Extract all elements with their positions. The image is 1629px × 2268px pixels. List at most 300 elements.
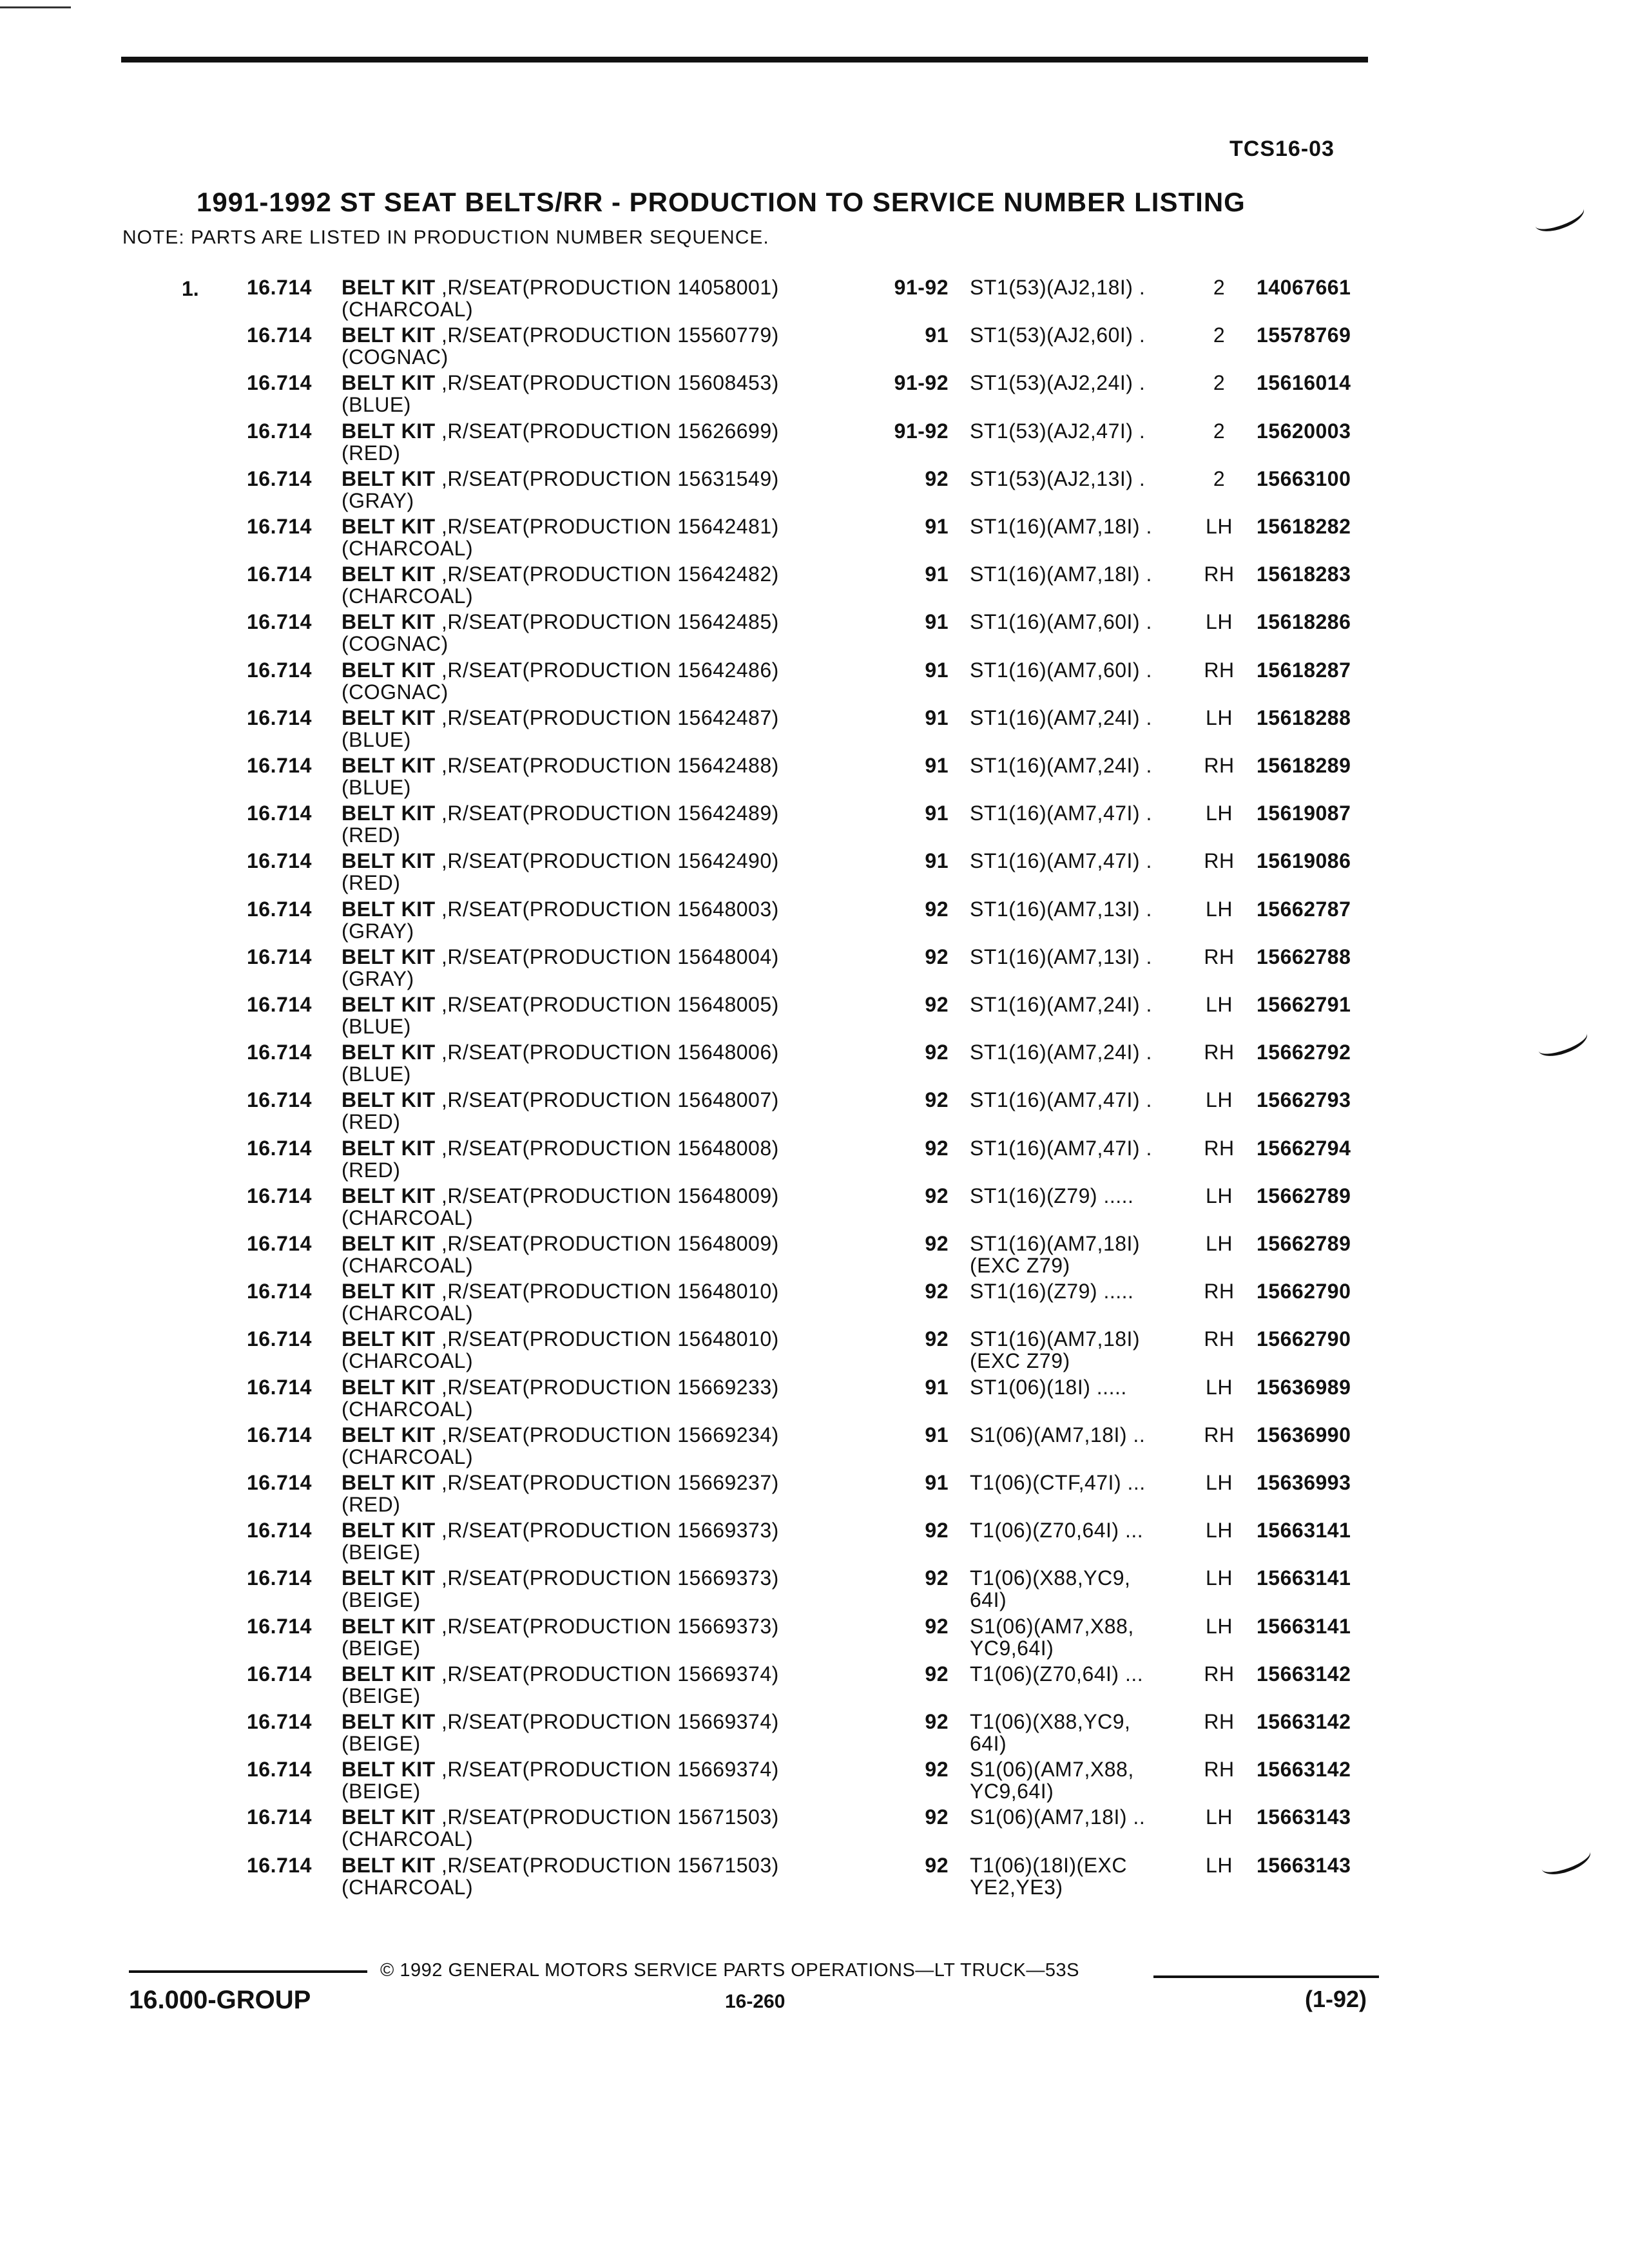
model-code: ST1(16)(AM7,24I) . xyxy=(970,706,1152,729)
model-code: ST1(16)(AM7,13I) . xyxy=(970,897,1152,921)
group-number: 16.714 xyxy=(247,849,312,873)
quantity-side: LH xyxy=(1206,1853,1233,1877)
part-description xyxy=(342,1662,779,1686)
service-part-number: 15663141 xyxy=(1257,1566,1351,1590)
table-row xyxy=(0,276,1629,323)
service-part-number: 15662790 xyxy=(1257,1327,1351,1351)
part-name: BELT KIT xyxy=(342,1614,436,1638)
part-color: (RED) xyxy=(342,1110,401,1134)
part-name: BELT KIT xyxy=(342,1136,436,1160)
part-color: (CHARCOAL) xyxy=(342,1254,474,1277)
table-row xyxy=(0,993,1629,1041)
model-code-continued: 64I) xyxy=(970,1732,1007,1755)
table-row xyxy=(0,1471,1629,1519)
part-description-detail: ,R/SEAT(PRODUCTION 15669234) xyxy=(435,1423,779,1446)
service-part-number: 15662791 xyxy=(1257,993,1351,1016)
footer-rule-left xyxy=(129,1970,367,1973)
part-description xyxy=(342,658,779,682)
part-description xyxy=(342,1423,779,1447)
part-color: (CHARCOAL) xyxy=(342,298,474,321)
part-description xyxy=(342,1710,779,1734)
group-number: 16.714 xyxy=(247,1375,312,1399)
part-color: (BLUE) xyxy=(342,393,411,417)
model-code: S1(06)(AM7,18I) .. xyxy=(970,1423,1146,1446)
part-description xyxy=(342,1566,779,1590)
service-part-number: 15662793 xyxy=(1257,1088,1351,1112)
part-description xyxy=(342,515,779,539)
group-number: 16.714 xyxy=(247,1805,312,1829)
service-part-number: 15619087 xyxy=(1257,802,1351,825)
model-code-continued: YC9,64I) xyxy=(970,1636,1054,1660)
table-row xyxy=(0,1615,1629,1662)
part-color: (CHARCOAL) xyxy=(342,1445,474,1468)
table-row xyxy=(0,1184,1629,1232)
model-code: T1(06)(Z70,64I) ... xyxy=(970,1519,1144,1542)
model-code-continued: 64I) xyxy=(970,1588,1007,1612)
part-description xyxy=(342,1327,779,1351)
table-row xyxy=(0,945,1629,993)
part-name: BELT KIT xyxy=(342,993,436,1016)
part-color: (GRAY) xyxy=(342,919,414,943)
service-part-number: 15663141 xyxy=(1257,1614,1351,1638)
group-number: 16.714 xyxy=(247,993,312,1016)
part-name: BELT KIT xyxy=(342,1041,436,1064)
model-code: ST1(16)(AM7,24I) . xyxy=(970,754,1152,777)
part-description-detail: ,R/SEAT(PRODUCTION 15648010) xyxy=(435,1327,779,1351)
part-description xyxy=(342,1232,779,1256)
table-row xyxy=(0,658,1629,706)
model-code: S1(06)(AM7,18I) .. xyxy=(970,1805,1146,1829)
group-number: 16.714 xyxy=(247,466,312,490)
quantity-side: LH xyxy=(1206,1088,1233,1112)
model-year: 91 xyxy=(925,610,949,634)
part-description xyxy=(342,1280,779,1303)
model-year: 92 xyxy=(925,1088,949,1112)
model-year: 92 xyxy=(925,1184,949,1207)
part-description-detail: ,R/SEAT(PRODUCTION 15642490) xyxy=(435,849,779,873)
service-part-number: 15663142 xyxy=(1257,1662,1351,1686)
date-code: (1-92) xyxy=(1305,1986,1367,2012)
group-number: 16.714 xyxy=(247,706,312,729)
group-number: 16.714 xyxy=(247,515,312,538)
group-number: 16.714 xyxy=(247,1471,312,1494)
quantity-side: LH xyxy=(1206,1805,1233,1829)
part-name: BELT KIT xyxy=(342,371,436,395)
part-name: BELT KIT xyxy=(342,1853,436,1877)
part-color: (COGNAC) xyxy=(342,345,448,369)
group-number: 16.714 xyxy=(247,371,312,395)
service-part-number: 15663142 xyxy=(1257,1710,1351,1733)
part-name: BELT KIT xyxy=(342,1471,436,1494)
service-part-number: 15662789 xyxy=(1257,1232,1351,1255)
quantity-side: LH xyxy=(1206,1471,1233,1494)
model-code-continued: (EXC Z79) xyxy=(970,1254,1070,1277)
part-name: BELT KIT xyxy=(342,610,436,634)
part-color: (BLUE) xyxy=(342,776,411,799)
part-name: BELT KIT xyxy=(342,1232,436,1255)
quantity-side: RH xyxy=(1204,849,1235,873)
part-name: BELT KIT xyxy=(342,515,436,538)
table-row xyxy=(0,419,1629,467)
part-color: (CHARCOAL) xyxy=(342,1349,474,1373)
quantity-side: RH xyxy=(1204,754,1235,777)
model-year: 91 xyxy=(925,515,949,538)
quantity-side: RH xyxy=(1204,1758,1235,1782)
part-description xyxy=(342,1471,779,1495)
part-color: (GRAY) xyxy=(342,966,414,990)
group-number: 16.714 xyxy=(247,1662,312,1686)
part-description xyxy=(342,1519,779,1542)
model-code: ST1(53)(AJ2,60I) . xyxy=(970,323,1146,347)
table-row xyxy=(0,515,1629,562)
model-year: 91 xyxy=(925,562,949,586)
table-row xyxy=(0,1710,1629,1758)
model-code: T1(06)(18I)(EXC xyxy=(970,1853,1127,1877)
part-name: BELT KIT xyxy=(342,1184,436,1207)
part-description xyxy=(342,1088,779,1112)
quantity-side: 2 xyxy=(1213,371,1226,395)
model-year: 91 xyxy=(925,323,949,347)
part-description-detail: ,R/SEAT(PRODUCTION 15642488) xyxy=(435,754,779,777)
quantity-side: LH xyxy=(1206,1184,1233,1207)
group-number: 16.714 xyxy=(247,562,312,586)
model-code: ST1(16)(AM7,18I) . xyxy=(970,515,1152,538)
model-code: T1(06)(CTF,47I) ... xyxy=(970,1471,1146,1494)
service-part-number: 15662794 xyxy=(1257,1136,1351,1160)
quantity-side: RH xyxy=(1204,1710,1235,1733)
quantity-side: LH xyxy=(1206,1519,1233,1542)
model-year: 92 xyxy=(925,1280,949,1303)
group-number: 16.714 xyxy=(247,323,312,347)
item-number: 1. xyxy=(182,277,199,300)
group-number: 16.714 xyxy=(247,1614,312,1638)
group-number: 16.714 xyxy=(247,1758,312,1782)
table-row xyxy=(0,1662,1629,1710)
service-part-number: 14067661 xyxy=(1257,276,1351,299)
part-color: (BEIGE) xyxy=(342,1636,421,1660)
table-row xyxy=(0,706,1629,754)
part-description xyxy=(342,898,779,921)
model-code: ST1(16)(AM7,18I) xyxy=(970,1327,1141,1351)
part-description xyxy=(342,802,779,825)
model-year: 92 xyxy=(925,1710,949,1733)
service-part-number: 15663100 xyxy=(1257,466,1351,490)
table-row xyxy=(0,1280,1629,1327)
group-number: 16.714 xyxy=(247,754,312,777)
model-code: ST1(16)(Z79) ..... xyxy=(970,1280,1134,1303)
part-color: (RED) xyxy=(342,441,401,465)
part-description xyxy=(342,323,779,347)
service-part-number: 15663142 xyxy=(1257,1758,1351,1782)
group-number: 16.714 xyxy=(247,276,312,299)
group-number: 16.714 xyxy=(247,1423,312,1446)
model-code: ST1(16)(AM7,47I) . xyxy=(970,1088,1152,1112)
part-color: (BEIGE) xyxy=(342,1541,421,1564)
group-number: 16.714 xyxy=(247,1184,312,1207)
model-code: ST1(06)(18I) ..... xyxy=(970,1375,1127,1399)
model-code: ST1(16)(AM7,47I) . xyxy=(970,1136,1152,1160)
group-number: 16.714 xyxy=(247,1519,312,1542)
table-row xyxy=(0,323,1629,371)
part-name: BELT KIT xyxy=(342,1662,436,1686)
group-number: 16.714 xyxy=(247,1088,312,1112)
model-year: 92 xyxy=(925,1327,949,1351)
model-code: ST1(53)(AJ2,47I) . xyxy=(970,419,1146,443)
part-color: (RED) xyxy=(342,1493,401,1516)
group-number: 16.714 xyxy=(247,419,312,443)
part-description-detail: ,R/SEAT(PRODUCTION 15669373) xyxy=(435,1519,779,1542)
model-year: 91 xyxy=(925,802,949,825)
part-name: BELT KIT xyxy=(342,897,436,921)
quantity-side: LH xyxy=(1206,993,1233,1016)
part-color: (BLUE) xyxy=(342,1062,411,1086)
part-name: BELT KIT xyxy=(342,1327,436,1351)
quantity-side: LH xyxy=(1206,802,1233,825)
part-description xyxy=(342,467,779,491)
table-row xyxy=(0,1232,1629,1280)
part-description xyxy=(342,1184,779,1208)
part-description xyxy=(342,1758,779,1782)
part-description-detail: ,R/SEAT(PRODUCTION 15648008) xyxy=(435,1136,779,1160)
model-year: 91 xyxy=(925,849,949,873)
part-color: (BEIGE) xyxy=(342,1732,421,1755)
part-description-detail: ,R/SEAT(PRODUCTION 15648010) xyxy=(435,1280,779,1303)
table-row xyxy=(0,1805,1629,1853)
part-description-detail: ,R/SEAT(PRODUCTION 15669237) xyxy=(435,1471,779,1494)
model-year: 92 xyxy=(925,1136,949,1160)
part-name: BELT KIT xyxy=(342,849,436,873)
group-number: 16.714 xyxy=(247,1710,312,1733)
part-description xyxy=(342,1376,779,1399)
model-year: 91-92 xyxy=(894,419,949,443)
footer-rule-right xyxy=(1153,1975,1379,1978)
quantity-side: RH xyxy=(1204,1280,1235,1303)
part-color: (BEIGE) xyxy=(342,1684,421,1707)
service-part-number: 15618289 xyxy=(1257,754,1351,777)
table-row xyxy=(0,371,1629,419)
model-code: S1(06)(AM7,X88, xyxy=(970,1758,1134,1782)
model-year: 92 xyxy=(925,1614,949,1638)
model-year: 91 xyxy=(925,1375,949,1399)
part-name: BELT KIT xyxy=(342,1805,436,1829)
part-description xyxy=(342,1854,779,1878)
service-part-number: 15618282 xyxy=(1257,515,1351,538)
service-part-number: 15662788 xyxy=(1257,945,1351,968)
quantity-side: 2 xyxy=(1213,419,1226,443)
model-year: 91 xyxy=(925,706,949,729)
model-year: 92 xyxy=(925,1519,949,1542)
quantity-side: LH xyxy=(1206,1614,1233,1638)
group-number: 16.714 xyxy=(247,1280,312,1303)
model-code: ST1(16)(AM7,18I) xyxy=(970,1232,1141,1255)
service-part-number: 15663141 xyxy=(1257,1519,1351,1542)
model-code: ST1(16)(AM7,13I) . xyxy=(970,945,1152,968)
part-name: BELT KIT xyxy=(342,1758,436,1782)
part-description-detail: ,R/SEAT(PRODUCTION 15648004) xyxy=(435,945,779,968)
table-row xyxy=(0,562,1629,610)
model-code: ST1(16)(AM7,24I) . xyxy=(970,993,1152,1016)
part-description xyxy=(342,754,779,778)
group-number: 16.714 xyxy=(247,1566,312,1590)
part-name: BELT KIT xyxy=(342,562,436,586)
part-color: (RED) xyxy=(342,1158,401,1182)
part-description xyxy=(342,1805,779,1829)
model-year: 91 xyxy=(925,1471,949,1494)
quantity-side: LH xyxy=(1206,515,1233,538)
model-code-continued: YE2,YE3) xyxy=(970,1875,1063,1899)
model-code: ST1(16)(AM7,60I) . xyxy=(970,610,1152,634)
table-row xyxy=(0,1423,1629,1471)
group-number: 16.714 xyxy=(247,1041,312,1064)
part-color: (CHARCOAL) xyxy=(342,1827,474,1851)
part-name: BELT KIT xyxy=(342,754,436,777)
model-code: T1(06)(X88,YC9, xyxy=(970,1710,1131,1733)
part-description-detail: ,R/SEAT(PRODUCTION 15648009) xyxy=(435,1232,779,1255)
part-description xyxy=(342,1041,779,1064)
quantity-side: RH xyxy=(1204,1423,1235,1446)
table-row xyxy=(0,1137,1629,1184)
part-description-detail: ,R/SEAT(PRODUCTION 15671503) xyxy=(435,1805,779,1829)
service-part-number: 15662792 xyxy=(1257,1041,1351,1064)
part-description-detail: ,R/SEAT(PRODUCTION 15642487) xyxy=(435,706,779,729)
service-part-number: 15662789 xyxy=(1257,1184,1351,1207)
part-description-detail: ,R/SEAT(PRODUCTION 15642486) xyxy=(435,658,779,682)
table-row xyxy=(0,802,1629,849)
part-description-detail: ,R/SEAT(PRODUCTION 15669373) xyxy=(435,1566,779,1590)
model-year: 92 xyxy=(925,1662,949,1686)
group-number: 16.714 xyxy=(247,610,312,634)
model-code: S1(06)(AM7,X88, xyxy=(970,1614,1134,1638)
part-color: (CHARCOAL) xyxy=(342,1206,474,1229)
part-description-detail: ,R/SEAT(PRODUCTION 15642489) xyxy=(435,802,779,825)
service-part-number: 15662787 xyxy=(1257,897,1351,921)
page-title: 1991-1992 ST SEAT BELTS/RR - PRODUCTION TO SERVICE NUMBER LISTING xyxy=(197,187,1246,217)
part-description-detail: ,R/SEAT(PRODUCTION 15669373) xyxy=(435,1614,779,1638)
document-code: TCS16-03 xyxy=(1229,137,1335,161)
model-code: T1(06)(X88,YC9, xyxy=(970,1566,1131,1590)
quantity-side: RH xyxy=(1204,1041,1235,1064)
part-description-detail: ,R/SEAT(PRODUCTION 15669374) xyxy=(435,1758,779,1782)
quantity-side: 2 xyxy=(1213,276,1226,299)
part-description xyxy=(342,419,779,443)
part-name: BELT KIT xyxy=(342,945,436,968)
part-name: BELT KIT xyxy=(342,802,436,825)
group-number: 16.714 xyxy=(247,658,312,682)
quantity-side: RH xyxy=(1204,945,1235,968)
model-year: 92 xyxy=(925,466,949,490)
table-row xyxy=(0,898,1629,945)
part-description-detail: ,R/SEAT(PRODUCTION 14058001) xyxy=(435,276,779,299)
model-code-continued: (EXC Z79) xyxy=(970,1349,1070,1373)
model-year: 92 xyxy=(925,1853,949,1877)
model-year: 92 xyxy=(925,1566,949,1590)
model-year: 91 xyxy=(925,1423,949,1446)
model-year: 92 xyxy=(925,1232,949,1255)
quantity-side: RH xyxy=(1204,1136,1235,1160)
quantity-side: LH xyxy=(1206,1375,1233,1399)
group-number: 16.714 xyxy=(247,1853,312,1877)
part-color: (RED) xyxy=(342,871,401,895)
part-color: (COGNAC) xyxy=(342,632,448,656)
quantity-side: RH xyxy=(1204,658,1235,682)
table-row xyxy=(0,1758,1629,1805)
model-year: 91 xyxy=(925,754,949,777)
part-name: BELT KIT xyxy=(342,1710,436,1733)
service-part-number: 15636989 xyxy=(1257,1375,1351,1399)
part-description xyxy=(342,993,779,1017)
part-color: (BEIGE) xyxy=(342,1588,421,1612)
part-color: (CHARCOAL) xyxy=(342,1302,474,1325)
part-name: BELT KIT xyxy=(342,1423,436,1446)
quantity-side: 2 xyxy=(1213,466,1226,490)
table-row xyxy=(0,467,1629,515)
model-year: 92 xyxy=(925,1758,949,1782)
group-number: 16.714 xyxy=(247,1136,312,1160)
model-year: 92 xyxy=(925,945,949,968)
model-code: ST1(53)(AJ2,18I) . xyxy=(970,276,1146,299)
model-code-continued: YC9,64I) xyxy=(970,1780,1054,1803)
part-description-detail: ,R/SEAT(PRODUCTION 15642482) xyxy=(435,562,779,586)
part-description-detail: ,R/SEAT(PRODUCTION 15669374) xyxy=(435,1710,779,1733)
model-code: ST1(16)(Z79) ..... xyxy=(970,1184,1134,1207)
part-name: BELT KIT xyxy=(342,658,436,682)
quantity-side: LH xyxy=(1206,1566,1233,1590)
part-color: (CHARCOAL) xyxy=(342,537,474,560)
part-description-detail: ,R/SEAT(PRODUCTION 15671503) xyxy=(435,1853,779,1877)
model-year: 91-92 xyxy=(894,276,949,299)
model-code: ST1(53)(AJ2,13I) . xyxy=(970,466,1146,490)
service-part-number: 15618283 xyxy=(1257,562,1351,586)
part-color: (GRAY) xyxy=(342,488,414,512)
page-number: 16-260 xyxy=(725,1991,786,2012)
part-description-detail: ,R/SEAT(PRODUCTION 15560779) xyxy=(435,323,779,347)
service-part-number: 15578769 xyxy=(1257,323,1351,347)
service-part-number: 15663143 xyxy=(1257,1853,1351,1877)
part-name: BELT KIT xyxy=(342,466,436,490)
part-description xyxy=(342,706,779,730)
service-part-number: 15663143 xyxy=(1257,1805,1351,1829)
model-code: ST1(16)(AM7,24I) . xyxy=(970,1041,1152,1064)
model-code: ST1(16)(AM7,47I) . xyxy=(970,849,1152,873)
part-color: (CHARCOAL) xyxy=(342,1397,474,1421)
service-part-number: 15636990 xyxy=(1257,1423,1351,1446)
service-part-number: 15619086 xyxy=(1257,849,1351,873)
part-description-detail: ,R/SEAT(PRODUCTION 15642481) xyxy=(435,515,779,538)
quantity-side: RH xyxy=(1204,1327,1235,1351)
part-name: BELT KIT xyxy=(342,1566,436,1590)
table-row xyxy=(0,1854,1629,1901)
service-part-number: 15616014 xyxy=(1257,371,1351,395)
part-description xyxy=(342,849,779,873)
service-part-number: 15618286 xyxy=(1257,610,1351,634)
table-row xyxy=(0,610,1629,658)
model-year: 92 xyxy=(925,993,949,1016)
service-part-number: 15618287 xyxy=(1257,658,1351,682)
quantity-side: LH xyxy=(1206,610,1233,634)
group-label: 16.000-GROUP xyxy=(129,1986,311,2014)
quantity-side: RH xyxy=(1204,562,1235,586)
table-row xyxy=(0,1376,1629,1423)
model-year: 91 xyxy=(925,658,949,682)
part-description-detail: ,R/SEAT(PRODUCTION 15648006) xyxy=(435,1041,779,1064)
table-row xyxy=(0,1327,1629,1375)
part-description-detail: ,R/SEAT(PRODUCTION 15648009) xyxy=(435,1184,779,1207)
model-year: 92 xyxy=(925,1041,949,1064)
model-code: ST1(16)(AM7,18I) . xyxy=(970,562,1152,586)
part-description xyxy=(342,945,779,969)
part-description-detail: ,R/SEAT(PRODUCTION 15608453) xyxy=(435,371,779,395)
service-part-number: 15618288 xyxy=(1257,706,1351,729)
